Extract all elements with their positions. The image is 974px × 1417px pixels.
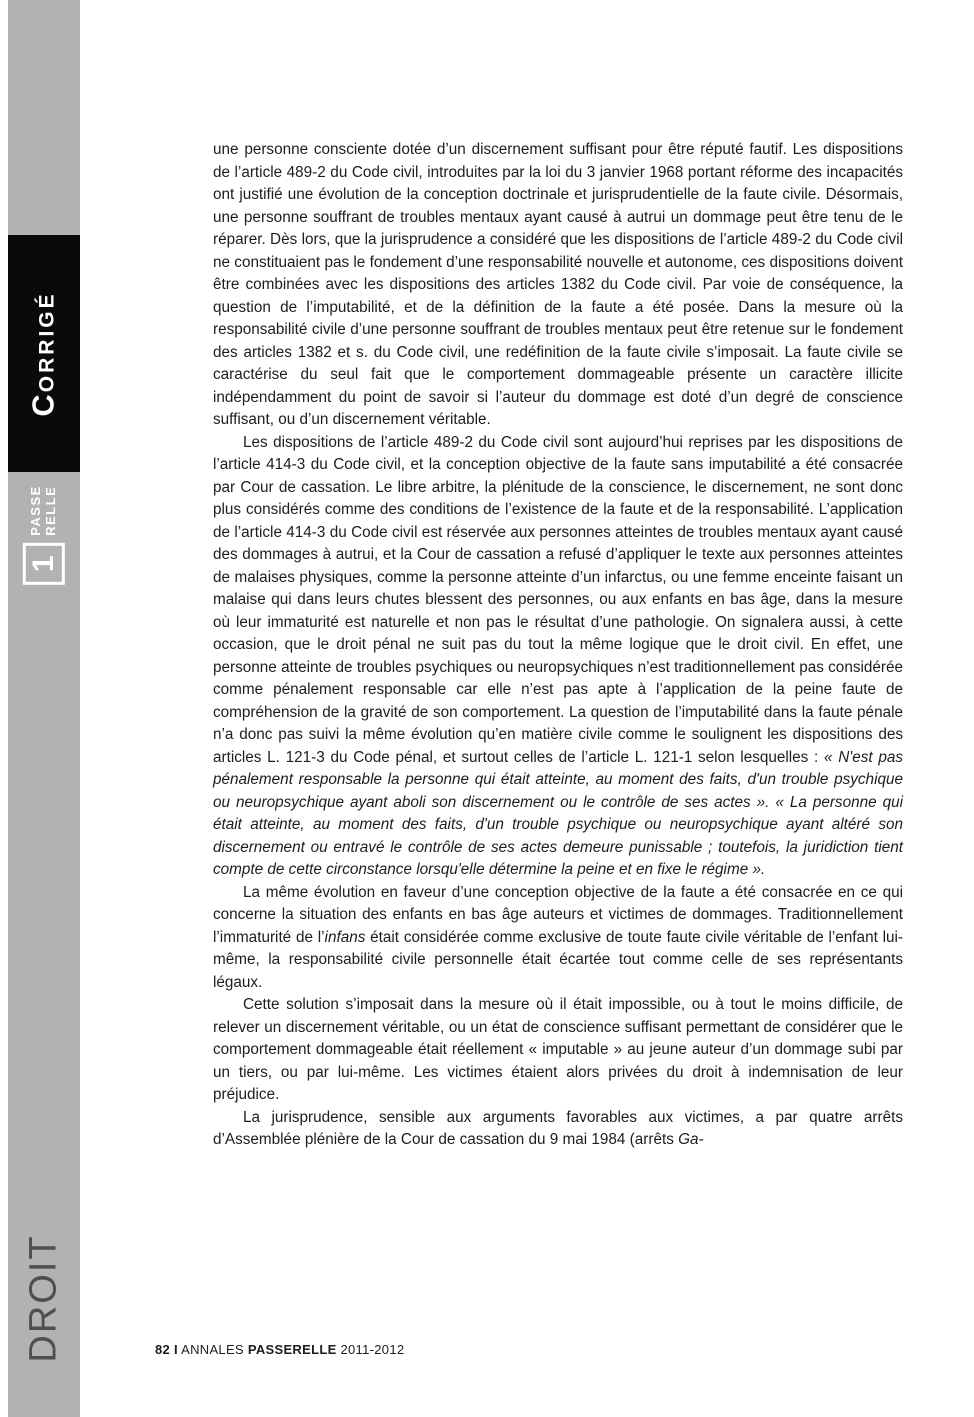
text-run: La jurisprudence, sensible aux arguments favorables aux victimes, a par quatre arrêts d’Assemblée plénière de la Cour de cassation du 9 mai 1984 (arrêts [213,1108,903,1148]
footer-brand: PASSERELLE [247,1342,337,1357]
text-run: était considérée comme exclusive de toute faute civile véritable de l’enfant lui-même, la responsabilité civile personnelle était écartée tout comme celle de ses représentants légaux. [213,928,903,991]
italic-text-run: « N'est pas pénalement responsable la personne qui était atteinte, au moment des faits, d'un trouble psychique ou neuropsychique ayant aboli son discernement ou le contrôle de ses actes ». « La personne qui était atteinte, au moment des faits, d'un trouble psychique ou neuropsychique ayant altéré son discernement ou entravé le contrôle de ses actes demeure punissable ; toutefois, la juridiction tient compte de cette circonstance lorsqu'elle détermine la peine et en fixe le régime ». [213,748,903,878]
paragraph [213,1107,903,1152]
footer-separator: I [173,1342,178,1357]
paragraph [213,139,903,432]
footer-annales-label: ANNALES [181,1342,244,1357]
text-column [213,139,903,1152]
text-run: Cette solution s’imposait dans la mesure où il était impossible, ou à tout le moins difficile, de relever un discernement véritable, ou un état de conscience suffisant permettant de considérer que le comportement dommageable était réellement « imputable » au jeune auteur d’un dommage subi par un tiers, ou par lui-même. Les victimes étaient alors privées du droit à indemnisation de leur préjudice. [213,996,903,1103]
passerelle-logo [8,486,80,584]
footer-edition: 2011-2012 [340,1342,405,1357]
section-label: DROIT [22,1233,65,1363]
passerelle-word-line2: RELLE [43,485,59,536]
sidebar-bar [8,0,80,1417]
paragraph [213,432,903,882]
paragraph [213,882,903,995]
text-run: Les dispositions de l’article 489-2 du Code civil sont aujourd’hui reprises par les dispositions de l’article 414-3 du Code civil, et la conception objective de la faute sans imputabilité a été consacrée par Cour de cassation. Le libre arbitre, la plénitude de la conscience, le discernement, ne sont donc plus considérés comme des conditions de l’existence de la faute et de la responsabilité. L’application de l’article 414-3 du Code civil est réservée aux personnes atteintes de troubles mentaux ayant causé des dommages à autrui, et la Cour de cassation a refusé d’appliquer le texte aux personnes atteintes de malaises physiques, comme la personne atteinte d’un infarctus, ou une femme enceinte faisant un malaise qui dans leurs chutes blessent des personnes, ou aux enfants en bas âge, dans la mesure où leur immaturité est naturelle et non pas le résultat d’une pathologie. On signalera aussi, à cette occasion, que le droit pénal ne suit pas du tout la même logique que le droit civil. En effet, une personne atteinte de troubles psychiques ou neuropsychiques n’est traditionnellement pas considérée comme pénalement responsable car elle n’est pas apte à l’application de la peine faute de compréhension de la gravité de son comportement. La question de l’imputabilité dans la faute pénale n’a donc pas suivi la même évolution qu’en matière civile comme le soulignent les dispositions des articles L. 121-3 du Code pénal, et surtout celles de l’article L. 121-1 selon lesquelles : [213,433,903,766]
passerelle-number-box [23,543,65,585]
page-number: 82 [155,1342,171,1357]
text-run: une personne consciente dotée d’un discernement suffisant pour être réputé fautif. Les dispositions de l’article 489-2 du Code civil, introduites par la loi du 3 janvier 1968 portant réforme des incapacités ont justifié une évolution de la conception doctrinale et jurisprudentielle de la faute civile. Désormais, une personne souffrant de troubles mentaux ayant causé à autrui un dommage peut être tenu de le réparer. Dès lors, que la jurisprudence a considéré que les dispositions de l’article 489-2 du Code civil ne constituaient pas le fondement d’une responsabilité nouvelle et autonome, ces dispositions doivent être combinées avec les dispositions des articles 1382 du Code civil. Par voie de conséquence, la question de l’imputabilité, et de la définition de la faute a été posée. Dans la mesure où la responsabilité civile d’une personne souffrant de troubles mentaux peut être retenue sur le fondement des articles 1382 et s. du Code civil, une redéfinition de la faute civile s’imposait. La faute civile se caractérise du seul fait que le comportement dommageable présente un caractère illicite indépendamment du point de savoir si l’auteur du dommage est doté d’un degré de conscience suffisant, ou d’un discernement véritable. [213,141,903,428]
text-run: La même évolution en faveur d’une conception objective de la faute a été consacrée en ce qui concerne la situation des enfants en bas âge auteurs et victimes de dommages. Traditionnellement l’immaturité de l’ [213,883,903,946]
italic-text-run: Ga- [678,1131,704,1148]
section-banner [8,1233,80,1363]
passerelle-logo-inner [23,485,65,585]
passerelle-wordmark [29,485,59,536]
corrige-rest: ORRIGÉ [36,290,60,392]
corrige-initial: C [26,391,62,417]
corrige-label [26,291,62,416]
passerelle-word-line1: PASSE [28,485,44,536]
passerelle-number: 1 [27,555,61,573]
italic-text-run: infans [324,928,366,946]
paragraph [213,994,903,1107]
footer [155,1342,404,1357]
corrige-banner [8,235,80,472]
